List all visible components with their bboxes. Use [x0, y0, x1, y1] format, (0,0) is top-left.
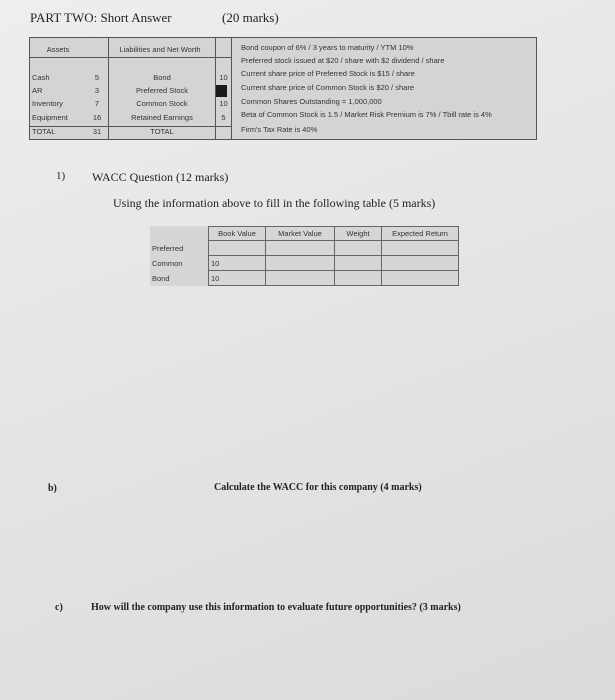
- info-line: Preferred stock issued at $20 / share with $2 dividend / share: [241, 56, 445, 65]
- assets-header: Assets: [46, 45, 70, 54]
- liability-label-retained: Retained Earnings: [131, 113, 193, 122]
- header-market-value: Market Value: [266, 227, 335, 241]
- asset-value-inventory: 7: [94, 99, 100, 108]
- liability-label-bond: Bond: [153, 73, 171, 82]
- cell-book[interactable]: 10: [209, 256, 266, 271]
- cell-weight[interactable]: [335, 256, 382, 271]
- section-title: PART TWO: Short Answer: [30, 10, 172, 25]
- question-b-number: b): [48, 483, 57, 494]
- asset-label-ar: AR: [32, 86, 43, 95]
- cell-weight[interactable]: [335, 241, 382, 256]
- liability-label-preferred: Preferred Stock: [135, 86, 189, 95]
- asset-label-inventory: Inventory: [32, 99, 63, 108]
- table-row: [150, 256, 459, 271]
- header-expected-return: Expected Return: [382, 227, 459, 241]
- question-1-number: 1): [56, 170, 66, 182]
- row-label: Bond: [152, 273, 170, 283]
- question-c-number: c): [55, 602, 63, 613]
- liability-value-bond: 10: [219, 73, 228, 82]
- asset-value-cash: 5: [94, 73, 100, 82]
- row-label: Common: [152, 258, 183, 268]
- info-line: Bond coupon of 6% / 3 years to maturity / YTM 10%: [241, 43, 414, 52]
- info-line: Common Shares Outstanding = 1,000,000: [241, 97, 382, 106]
- table-header-row: [150, 227, 459, 241]
- asset-value-total: 31: [92, 127, 102, 136]
- table-row: [150, 241, 459, 256]
- info-line: Current share price of Preferred Stock is $15 / share: [241, 69, 415, 78]
- info-line: Beta of Common Stock is 1.5 / Market Risk Premium is 7% / Tbill rate is 4%: [241, 110, 492, 119]
- cell-weight[interactable]: [335, 271, 382, 286]
- asset-value-equipment: 16: [92, 113, 102, 122]
- cell-market[interactable]: [266, 256, 335, 271]
- cell-market[interactable]: [266, 271, 335, 286]
- divider: [108, 38, 109, 139]
- question-b-text: Calculate the WACC for this company (4 marks): [214, 482, 422, 493]
- cell-return[interactable]: [382, 241, 459, 256]
- cell-book[interactable]: 10: [209, 271, 266, 286]
- liabilities-header: Liabilities and Net Worth: [119, 45, 201, 54]
- table-corner: [150, 227, 209, 241]
- liability-label-total: TOTAL: [150, 127, 174, 136]
- balance-sheet-table: [29, 37, 537, 140]
- row-label: Preferred: [152, 243, 184, 253]
- info-line: Firm's Tax Rate is 40%: [241, 125, 318, 134]
- liability-value-retained: 5: [221, 113, 226, 122]
- divider: [231, 38, 232, 139]
- section-marks: (20 marks): [222, 10, 279, 25]
- liability-value-common: 10: [219, 99, 228, 108]
- cell-market[interactable]: [266, 241, 335, 256]
- question-1-title: WACC Question (12 marks): [92, 170, 229, 184]
- asset-label-equipment: Equipment: [32, 113, 68, 122]
- cell-return[interactable]: [382, 271, 459, 286]
- header-weight: Weight: [335, 227, 382, 241]
- question-1-instruction: Using the information above to fill in the following table (5 marks): [113, 196, 436, 210]
- redaction-box: [216, 85, 227, 97]
- wacc-table: [150, 226, 459, 286]
- asset-label-total: TOTAL: [32, 127, 56, 136]
- cell-book[interactable]: [209, 241, 266, 256]
- cell-return[interactable]: [382, 256, 459, 271]
- liability-label-common: Common Stock: [136, 99, 188, 108]
- table-row: [150, 271, 459, 286]
- header-book-value: Book Value: [209, 227, 266, 241]
- question-c-text: How will the company use this information to evaluate future opportunities? (3 marks): [91, 602, 461, 613]
- asset-label-cash: Cash: [32, 73, 50, 82]
- info-line: Current share price of Common Stock is $20 / share: [241, 83, 414, 92]
- divider: [30, 57, 231, 58]
- asset-value-ar: 3: [94, 86, 100, 95]
